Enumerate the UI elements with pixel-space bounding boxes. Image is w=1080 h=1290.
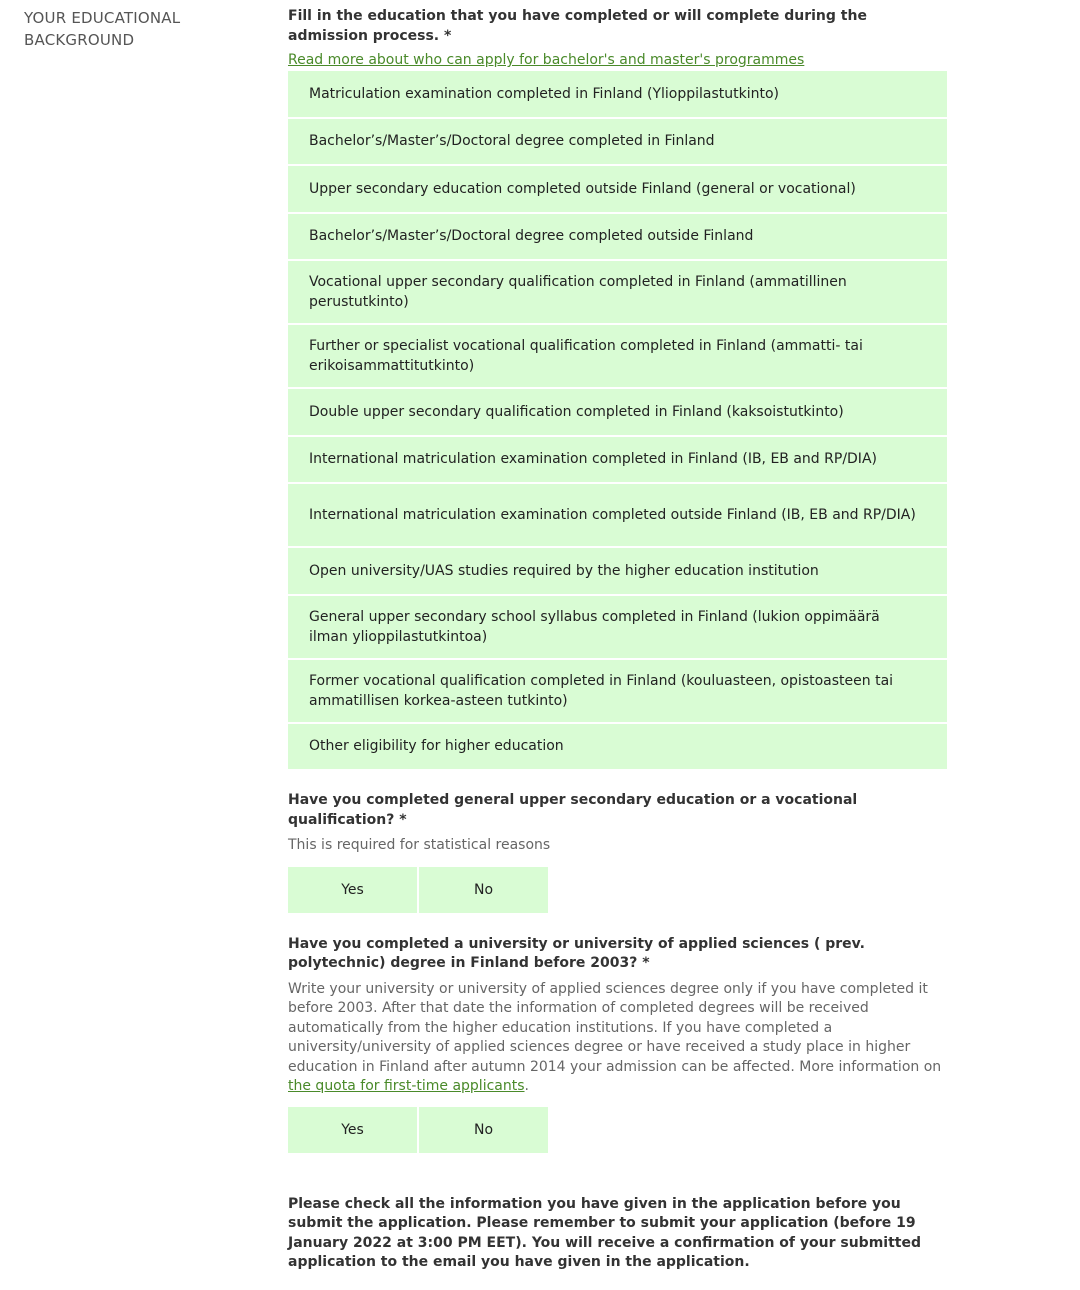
option-label: Bachelor’s/Master’s/Doctoral degree completed in Finland xyxy=(309,133,715,150)
option-label: Upper secondary education completed outside Finland (general or vocational) xyxy=(309,180,856,197)
education-option[interactable] xyxy=(288,119,947,165)
education-option[interactable] xyxy=(288,389,947,435)
university-hint xyxy=(288,980,948,1097)
option-label: Former vocational qualification completed in Finland (kouluasteen, opistoasteen tai ammatillisen korkea-asteen tutkinto) xyxy=(309,672,894,709)
education-options xyxy=(288,71,947,769)
university-question: Have you completed a university or university of applied sciences ( prev. polytechnic) degree in Finland before 2003? * xyxy=(288,935,865,971)
university-hint-end: . xyxy=(524,1078,529,1094)
university-hint-text: Write your university or university of applied sciences degree only if you have completed it before 2003. After that date the information of completed degrees will be received automatically from the higher education institutions. If you have completed a university/university of applied sciences degree or have received a study place in higher education in Finland after autumn 2014 your admission can be affected. More information on xyxy=(288,980,942,1075)
education-option[interactable] xyxy=(288,71,947,117)
education-option[interactable] xyxy=(288,724,947,770)
option-label: Other eligibility for higher education xyxy=(309,738,564,755)
option-label: Open university/UAS studies required by the higher education institution xyxy=(309,562,819,579)
university-yes-button[interactable]: Yes xyxy=(288,1107,417,1153)
education-option[interactable] xyxy=(288,437,947,483)
university-yes-no xyxy=(288,1107,948,1153)
secondary-hint: This is required for statistical reasons xyxy=(288,837,551,853)
read-more-link[interactable]: Read more about who can apply for bachelor's and master's programmes xyxy=(288,52,805,68)
secondary-no-button[interactable]: No xyxy=(419,867,548,913)
education-option[interactable] xyxy=(288,484,947,546)
option-label: Matriculation examination completed in Finland (Ylioppilastutkinto) xyxy=(309,85,780,102)
education-form xyxy=(288,7,948,1273)
secondary-yes-no xyxy=(288,867,948,913)
education-option[interactable] xyxy=(288,166,947,212)
option-label: Bachelor’s/Master’s/Doctoral degree completed outside Finland xyxy=(309,228,754,245)
education-option[interactable] xyxy=(288,660,947,722)
option-label: Vocational upper secondary qualification completed in Finland (ammatillinen perustutkinto) xyxy=(309,274,847,310)
option-label: Further or specialist vocational qualification completed in Finland (ammatti- tai erikoisammattitutkinto) xyxy=(309,338,863,374)
secondary-yes-button[interactable]: Yes xyxy=(288,867,417,913)
option-label: International matriculation examination completed outside Finland (IB, EB and RP/DIA) xyxy=(309,507,916,523)
education-option[interactable] xyxy=(288,596,947,658)
education-question: Fill in the education that you have completed or will complete during the admission process. * xyxy=(288,8,867,44)
university-no-button[interactable]: No xyxy=(419,1107,548,1153)
quota-link[interactable]: the quota for first-time applicants xyxy=(288,1078,525,1094)
education-option[interactable] xyxy=(288,261,947,323)
option-label: General upper secondary school syllabus completed in Finland (lukion oppimäärä ilman ylioppilastutkintoa) xyxy=(309,608,880,645)
education-option[interactable] xyxy=(288,548,947,594)
university-question-block xyxy=(288,935,948,1153)
education-option[interactable] xyxy=(288,214,947,260)
final-note: Please check all the information you have given in the application before you submit the application. Please remember to submit your application (before 19 January 2022 at 3:00 PM EET). You will receive a confirmation of your submitted application to the email you have given in the application. xyxy=(288,1195,921,1270)
section-title: YOUR EDUCATIONAL BACKGROUND xyxy=(24,9,181,49)
option-label: Double upper secondary qualification completed in Finland (kaksoistutkinto) xyxy=(309,403,844,420)
option-label: International matriculation examination completed in Finland (IB, EB and RP/DIA) xyxy=(309,451,877,468)
education-option[interactable] xyxy=(288,325,947,387)
secondary-question: Have you completed general upper secondary education or a vocational qualification? * xyxy=(288,792,858,828)
secondary-question-block xyxy=(288,791,948,913)
